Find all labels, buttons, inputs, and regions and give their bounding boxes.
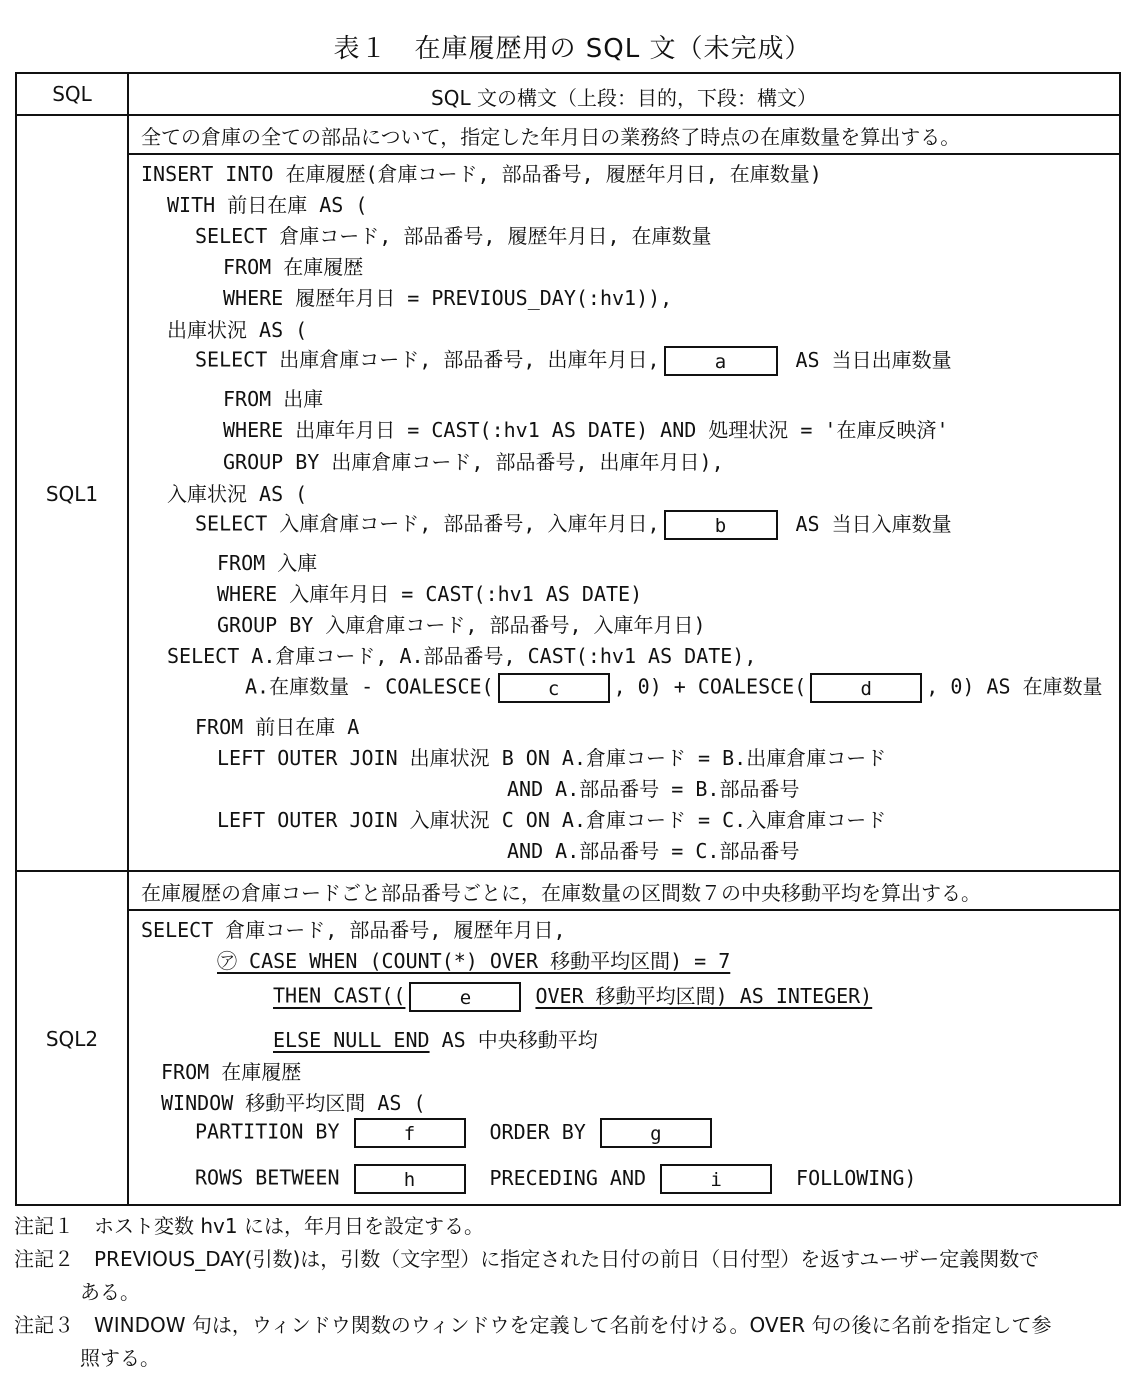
sql1-line: 出庫状況 AS ( [167, 318, 308, 342]
header-divider [17, 114, 1119, 116]
sql1-line: GROUP BY 入庫倉庫コード, 部品番号, 入庫年月日) [217, 613, 706, 637]
blank-i: i [660, 1164, 772, 1194]
sql1-line: GROUP BY 出庫倉庫コード, 部品番号, 出庫年月日), [223, 450, 724, 474]
blank-a: a [664, 346, 778, 376]
notes [14, 1210, 1134, 1375]
sql1-line: WHERE 出庫年月日 = CAST(:hv1 AS DATE) AND 処理状況 = '在庫反映済' [223, 418, 949, 442]
note-1: 注記１ ホスト変数 hv1 には，年月日を設定する。 [14, 1214, 484, 1238]
sql2-line: THEN CAST(( e OVER 移動平均区間) AS INTEGER) [273, 982, 872, 1012]
sql1-line: INSERT INTO 在庫履歴(倉庫コード, 部品番号, 履歴年月日, 在庫数量) [141, 162, 822, 186]
sql2-label: SQL2 [45, 1027, 99, 1051]
note-3: 注記３ WINDOW 句は，ウィンドウ関数のウィンドウを定義して名前を付ける。OVER 句の後に名前を指定して参 [14, 1313, 1052, 1337]
blank-d: d [810, 673, 922, 703]
blank-f: f [354, 1118, 466, 1148]
sql1-purpose: 全ての倉庫の全ての部品について，指定した年月日の業務終了時点の在庫数量を算出する。 [141, 125, 961, 149]
sql-table [15, 72, 1121, 1206]
sql1-line: SELECT 入庫倉庫コード, 部品番号, 入庫年月日, b AS 当日入庫数量 [195, 510, 952, 540]
sql2-divider [127, 909, 1119, 911]
column-divider [127, 74, 129, 1204]
blank-g: g [600, 1118, 712, 1148]
sql2-line: ELSE NULL END AS 中央移動平均 [273, 1028, 598, 1052]
sql1-divider [127, 153, 1119, 155]
blank-e: e [409, 982, 521, 1012]
sql2-line: ㋐ CASE WHEN (COUNT(*) OVER 移動平均区間) = 7 [217, 949, 731, 973]
sql1-line: SELECT A.倉庫コード, A.部品番号, CAST(:hv1 AS DATE), [167, 644, 757, 668]
note-2: 注記２ PREVIOUS_DAY(引数)は，引数（文字型）に指定された日付の前日（日付型）を返すユーザー定義関数で [14, 1247, 1040, 1271]
blank-c: c [498, 673, 610, 703]
sql1-line: SELECT 出庫倉庫コード, 部品番号, 出庫年月日, a AS 当日出庫数量 [195, 346, 952, 376]
blank-h: h [354, 1164, 466, 1194]
header-sql: SQL [52, 82, 92, 106]
sql2-line: PARTITION BY f ORDER BY g [195, 1118, 716, 1148]
sql1-line: FROM 出庫 [223, 387, 324, 411]
sql2-line: WINDOW 移動平均区間 AS ( [161, 1091, 426, 1115]
table-title: 表１ 在庫履歴用の SQL 文（未完成） [333, 34, 812, 64]
sql1-label: SQL1 [45, 482, 99, 506]
sql1-line: LEFT OUTER JOIN 入庫状況 C ON A.倉庫コード = C.入庫倉庫コード [217, 808, 887, 832]
sql2-purpose: 在庫履歴の倉庫コードごと部品番号ごとに，在庫数量の区間数７の中央移動平均を算出する。 [141, 881, 981, 905]
sql2-line: FROM 在庫履歴 [161, 1060, 302, 1084]
sql1-line: FROM 在庫履歴 [223, 255, 364, 279]
sql1-line: WHERE 入庫年月日 = CAST(:hv1 AS DATE) [217, 582, 643, 606]
sql2-line: SELECT 倉庫コード, 部品番号, 履歴年月日, [141, 918, 566, 942]
sql1-line: SELECT 倉庫コード, 部品番号, 履歴年月日, 在庫数量 [195, 224, 712, 248]
note-2-cont: ある。 [80, 1280, 140, 1304]
sql1-line: A.在庫数量 - COALESCE( c , 0) + COALESCE( d , 0) AS 在庫数量 [245, 673, 1103, 703]
note-3-cont: 照する。 [80, 1346, 160, 1370]
sql1-line: WHERE 履歴年月日 = PREVIOUS_DAY(:hv1)), [223, 286, 673, 310]
sql1-line: FROM 前日在庫 A [195, 715, 360, 739]
sql1-line: WITH 前日在庫 AS ( [167, 193, 368, 217]
sql1-line: LEFT OUTER JOIN 出庫状況 B ON A.倉庫コード = B.出庫倉庫コード [217, 746, 887, 770]
sql1-line: AND A.部品番号 = C.部品番号 [507, 839, 800, 863]
sql2-line: ROWS BETWEEN h PRECEDING AND i FOLLOWING) [195, 1164, 916, 1194]
sql1-line: 入庫状況 AS ( [167, 482, 308, 506]
blank-b: b [664, 510, 778, 540]
sql1-line: FROM 入庫 [217, 551, 318, 575]
sql1-line: AND A.部品番号 = B.部品番号 [507, 777, 800, 801]
sql1-sql2-divider [17, 870, 1119, 872]
header-syntax: SQL 文の構文（上段：目的，下段：構文） [431, 86, 817, 110]
